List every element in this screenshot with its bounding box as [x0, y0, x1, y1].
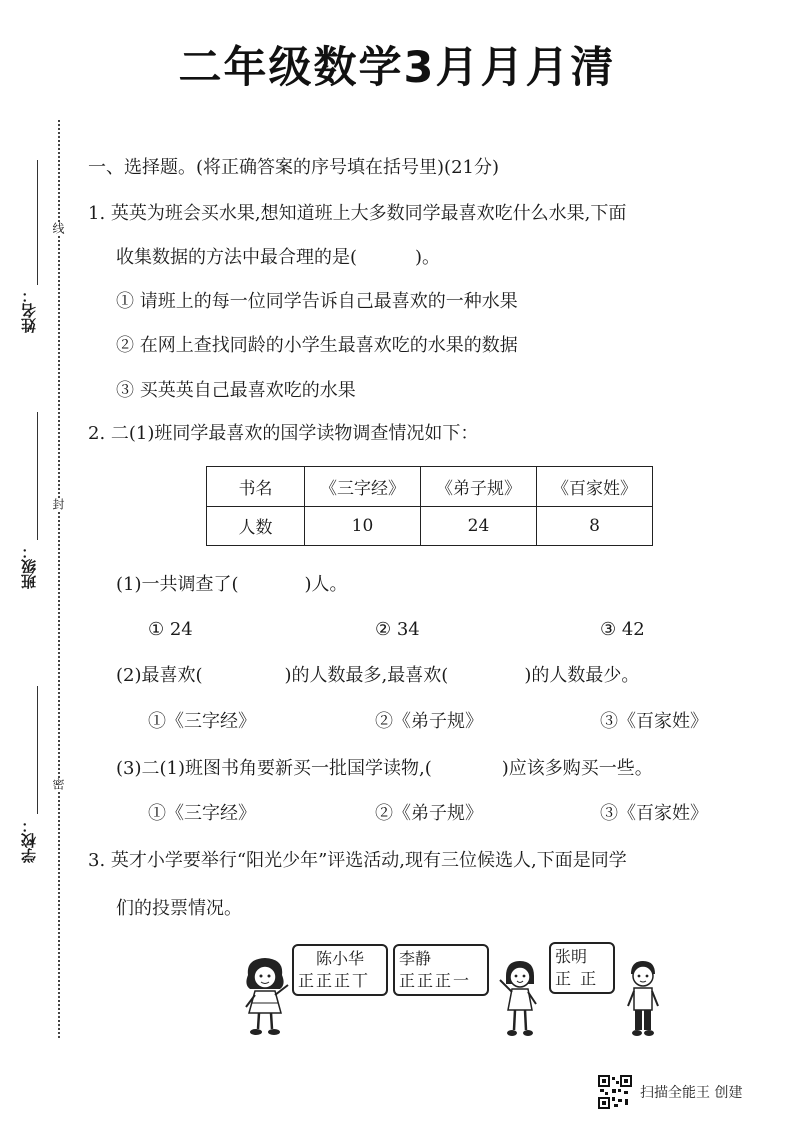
- q2-sub3-option-3: ③《百家姓》: [600, 803, 708, 824]
- table-cell: 8: [537, 506, 653, 546]
- scanner-watermark: 扫描全能王 创建: [640, 1085, 743, 1101]
- q2-sub3-post: )应该多购买一些。: [501, 758, 653, 779]
- q2-sub2-option-1: ①《三字经》: [148, 711, 256, 732]
- table-header-cell: 《弟子规》: [421, 467, 537, 507]
- q2-sub1-option-1: ① 24: [148, 619, 193, 640]
- q3-line1: 3. 英才小学要举行“阳光少年”评选活动,现有三位候选人,下面是同学: [88, 850, 627, 871]
- section-heading: 一、选择题。(将正确答案的序号填在括号里)(21分): [88, 157, 499, 178]
- q1-line2-post: )。: [415, 247, 441, 268]
- q2-sub3-pre: (3)二(1)班图书角要新买一批国学读物,(: [116, 758, 432, 779]
- bind-word-secret: 密: [51, 778, 65, 790]
- q2-sub2-post: )的人数最少。: [524, 665, 640, 686]
- class-field[interactable]: [37, 412, 38, 540]
- table-row: [207, 506, 653, 546]
- name-field[interactable]: [37, 160, 38, 285]
- name-label: 姓名：: [20, 288, 38, 333]
- q2-sub3-option-1: ①《三字经》: [148, 803, 256, 824]
- girl-figure-left-icon: [240, 955, 290, 1037]
- table-cell: 24: [421, 506, 537, 546]
- table-cell: 10: [305, 506, 421, 546]
- q2-sub3: [116, 757, 653, 781]
- q2-intro: 2. 二(1)班同学最喜欢的国学读物调查情况如下：: [88, 423, 479, 444]
- tally-marks: 正 正: [555, 969, 599, 988]
- qr-code-icon: [598, 1075, 632, 1109]
- class-label: 班级：: [20, 544, 38, 589]
- q2-sub2-option-3: ③《百家姓》: [600, 711, 708, 732]
- q1-line2: [116, 246, 440, 270]
- q2-sub1: [116, 573, 348, 597]
- q2-sub2-mid: )的人数最多,最喜欢(: [284, 665, 449, 686]
- table-header-cell: 《百家姓》: [537, 467, 653, 507]
- tally-marks: 正正正丅: [298, 971, 371, 990]
- bubble-zhang-ming: [549, 942, 615, 994]
- table-cell: 人数: [207, 506, 305, 546]
- survey-table: [206, 466, 653, 546]
- tally-marks: 正正正一: [399, 971, 472, 990]
- page-title: 二年级数学3月月月清: [178, 43, 616, 93]
- q1-line1: 1. 英英为班会买水果,想知道班上大多数同学最喜欢吃什么水果,下面: [88, 203, 627, 224]
- boy-figure-icon: [622, 958, 664, 1038]
- candidate-name: 张明: [555, 947, 588, 966]
- q2-sub1-post: )人。: [304, 574, 348, 595]
- school-label: 学校：: [20, 818, 38, 863]
- q2-sub2: [116, 664, 639, 688]
- school-field[interactable]: [37, 686, 38, 814]
- bubble-li-jing: [393, 944, 489, 996]
- table-header-row: [207, 467, 653, 507]
- q2-sub2-option-2: ②《弟子规》: [375, 711, 483, 732]
- bubble-chen-xiaohua: [292, 944, 388, 996]
- candidate-name: 陈小华: [315, 949, 364, 968]
- q3-line2: 们的投票情况。: [116, 898, 242, 919]
- q1-option-1: ① 请班上的每一位同学告诉自己最喜欢的一种水果: [116, 291, 518, 312]
- girl-figure-middle-icon: [498, 958, 542, 1038]
- binding-dotted-line: [58, 120, 60, 1038]
- q1-option-3: ③ 买英英自己最喜欢吃的水果: [116, 380, 356, 401]
- table-header-cell: 《三字经》: [305, 467, 421, 507]
- q1-line2-pre: 收集数据的方法中最合理的是(: [116, 247, 358, 268]
- q2-sub2-pre: (2)最喜欢(: [116, 665, 203, 686]
- table-header-cell: 书名: [207, 467, 305, 507]
- q2-sub1-option-2: ② 34: [375, 619, 420, 640]
- bind-word-line: 线: [51, 222, 65, 234]
- bind-word-seal: 封: [51, 498, 65, 510]
- q2-sub1-option-3: ③ 42: [600, 619, 645, 640]
- q1-option-2: ② 在网上查找同龄的小学生最喜欢吃的水果的数据: [116, 335, 518, 356]
- q2-sub3-option-2: ②《弟子规》: [375, 803, 483, 824]
- candidate-name: 李静: [399, 949, 432, 968]
- q2-sub1-pre: (1)一共调查了(: [116, 574, 239, 595]
